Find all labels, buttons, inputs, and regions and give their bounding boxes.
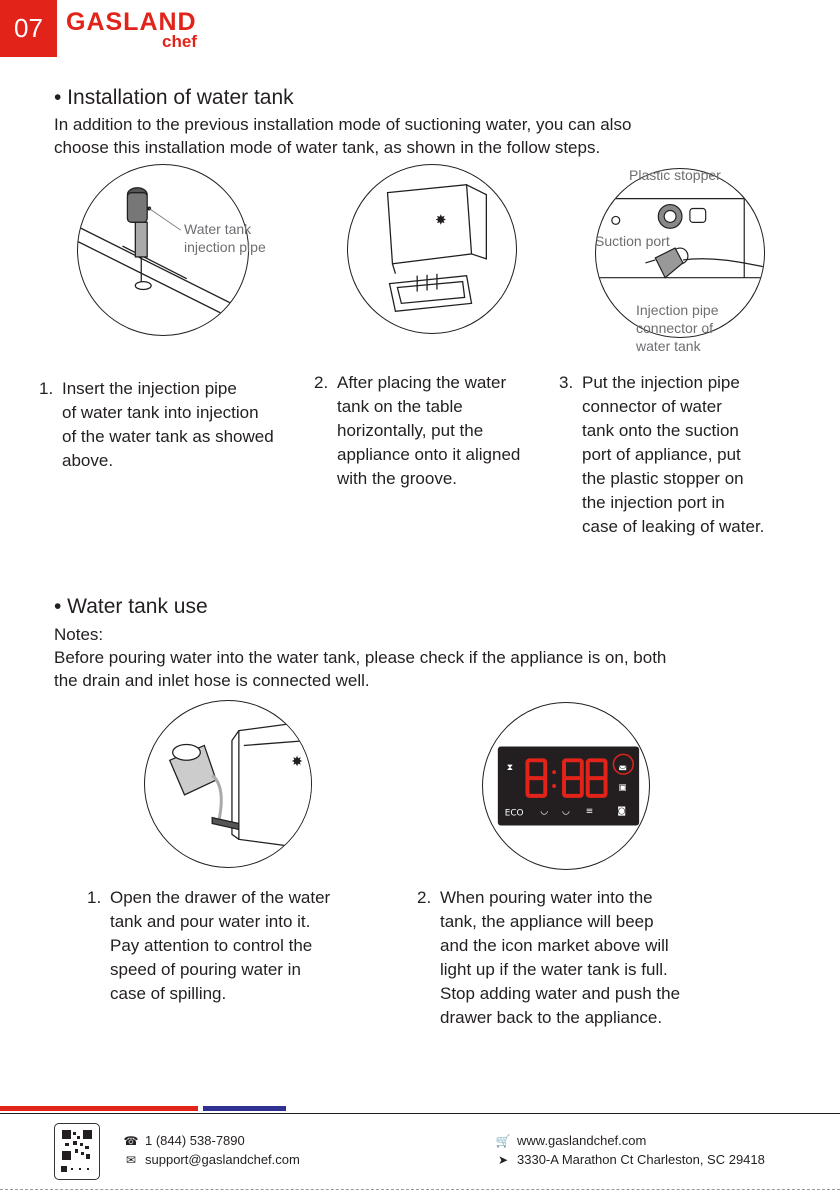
- website-text: www.gaslandchef.com: [517, 1133, 647, 1148]
- location-arrow-icon: ➤: [497, 1152, 509, 1167]
- step-line: the plastic stopper on: [582, 469, 744, 488]
- logo-sub-text: chef: [162, 32, 197, 51]
- footer-address: [495, 1152, 765, 1167]
- step-line: Put the injection pipe: [582, 373, 740, 392]
- svg-text:⧗: ⧗: [506, 763, 513, 774]
- step-line: of water tank into injection: [62, 403, 259, 422]
- footer-divider: [0, 1113, 840, 1114]
- step-line: Insert the injection pipe: [62, 379, 237, 398]
- step-line: tank on the table: [337, 397, 463, 416]
- svg-text:◡: ◡: [540, 806, 549, 817]
- step-line: Open the drawer of the water: [110, 888, 331, 907]
- label-injection-pipe-connector: [636, 301, 719, 355]
- label-suction-port: Suction port: [595, 233, 670, 249]
- svg-text:◙: ◙: [617, 806, 627, 817]
- installation-step-1: [39, 377, 319, 473]
- qr-code[interactable]: [54, 1123, 100, 1180]
- intro-line-2: choose this installation mode of water tank, as shown in the follow steps.: [54, 138, 601, 157]
- label-line: Injection pipe: [636, 302, 719, 318]
- step-number: 2.: [314, 373, 329, 392]
- brand-logo: [66, 8, 216, 50]
- illustration-appliance-on-tank: [347, 164, 517, 334]
- phone-text: 1 (844) 538-7890: [145, 1133, 245, 1148]
- step-line: case of leaking of water.: [582, 517, 765, 536]
- illustration-control-display: [482, 702, 650, 870]
- usage-heading: • Water tank use: [54, 595, 208, 618]
- usage-notes: [54, 623, 814, 692]
- illustration-pouring-water: [144, 700, 312, 868]
- footer-accent-blue: [203, 1106, 286, 1111]
- step-line: light up if the water tank is full.: [440, 960, 668, 979]
- notes-label: Notes:: [54, 625, 104, 644]
- step-line: of the water tank as showed: [62, 427, 274, 446]
- svg-text:✸: ✸: [291, 754, 303, 771]
- phone-icon: ☎: [123, 1133, 139, 1148]
- label-line: injection pipe: [184, 239, 266, 255]
- step-line: Stop adding water and push the: [440, 984, 681, 1003]
- svg-text:≡: ≡: [585, 806, 594, 817]
- step-line: tank onto the suction: [582, 421, 739, 440]
- page-number-badge: [0, 0, 57, 57]
- usage-step-1: [87, 886, 387, 1006]
- step-number: 1.: [39, 379, 54, 398]
- step-line: and the icon market above will: [440, 936, 669, 955]
- footer-accent-red: [0, 1106, 198, 1111]
- installation-intro: [54, 113, 814, 159]
- step-line: above.: [62, 451, 114, 470]
- step-line: Pay attention to control the: [110, 936, 313, 955]
- label-line: water tank: [636, 338, 701, 354]
- step-line: port of appliance, put: [582, 445, 741, 464]
- step-line: the injection port in: [582, 493, 725, 512]
- label-line: Water tank: [184, 221, 252, 237]
- installation-step-2: [314, 371, 559, 491]
- step-line: speed of pouring water in: [110, 960, 301, 979]
- step-line: case of spilling.: [110, 984, 227, 1003]
- svg-text:✸: ✸: [434, 212, 447, 229]
- step-line: horizontally, put the: [337, 421, 484, 440]
- email-icon: ✉: [125, 1152, 137, 1167]
- installation-step-3: [559, 371, 819, 539]
- step-line: When pouring water into the: [440, 888, 653, 907]
- email-text: support@gaslandchef.com: [145, 1152, 300, 1167]
- logo-main-text: GASLAND: [66, 8, 197, 36]
- footer-website[interactable]: [495, 1133, 646, 1148]
- step-number: 2.: [417, 888, 432, 907]
- step-line: appliance onto it aligned: [337, 445, 521, 464]
- intro-line-1: In addition to the previous installation mode of suctioning water, you can also: [54, 115, 632, 134]
- svg-text:▣: ▣: [618, 782, 627, 793]
- footer-phone[interactable]: [123, 1133, 245, 1148]
- step-line: with the groove.: [337, 469, 458, 488]
- address-text: 3330-A Marathon Ct Charleston, SC 29418: [517, 1152, 765, 1167]
- installation-heading: • Installation of water tank: [54, 86, 294, 109]
- usage-step-2: [417, 886, 747, 1030]
- label-line: connector of: [636, 320, 714, 336]
- step-line: tank and pour water into it.: [110, 912, 311, 931]
- step-line: tank, the appliance will beep: [440, 912, 654, 931]
- notes-line-1: Before pouring water into the water tank, please check if the appliance is on, both: [54, 648, 667, 667]
- notes-line-2: the drain and inlet hose is connected well.: [54, 671, 370, 690]
- label-water-tank-injection-pipe: [184, 220, 266, 256]
- svg-text:◛: ◛: [618, 761, 627, 772]
- step-line: drawer back to the appliance.: [440, 1008, 663, 1027]
- bottom-dashed-line: [0, 1189, 840, 1190]
- page-number: 07: [14, 13, 43, 43]
- footer-email[interactable]: [123, 1152, 300, 1167]
- label-plastic-stopper: Plastic stopper: [629, 167, 721, 183]
- step-line: After placing the water: [337, 373, 507, 392]
- step-line: connector of water: [582, 397, 722, 416]
- step-number: 3.: [559, 373, 574, 392]
- cart-icon: 🛒: [495, 1133, 511, 1148]
- step-number: 1.: [87, 888, 102, 907]
- display-eco-text: ECO: [504, 808, 524, 819]
- svg-text:◡: ◡: [562, 806, 570, 817]
